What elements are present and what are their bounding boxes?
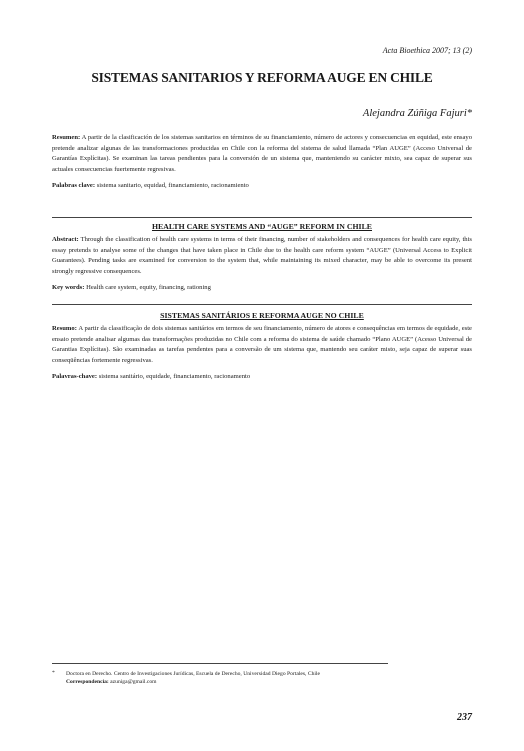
english-abstract-section (52, 222, 472, 293)
portuguese-abstract-label: Resumo: (52, 325, 77, 332)
english-section-title: HEALTH CARE SYSTEMS AND “AUGE” REFORM IN CHILE (151, 222, 372, 231)
spanish-keywords (52, 181, 472, 191)
english-abstract-label: Abstract: (52, 236, 79, 243)
spanish-keywords-text: sistema sanitario, equidad, financiamiento, racionamiento (95, 182, 249, 190)
section-divider (52, 304, 472, 305)
spanish-abstract-label: Resumen: (52, 134, 81, 141)
portuguese-abstract-text: A partir da classificação de dois sistemas sanitários em termos de seu financiamento, número de atores e consequências em termos de equidade, este ensaio pretende analisar algumas das transformações produzidas no Chile com a reforma do sistema de saúde chamado “Plano AUGE” (Acesso Universal de Garantias Explícitas). São examinadas as tarefas pendentes para a conversão de um sistema que, mantendo seu caráter misto, seja capaz de superar suas conseqüências fortemente regressivas. (52, 325, 472, 364)
footnote-email: azuniga@gmail.com (108, 679, 157, 686)
spanish-keywords-label: Palabras clave: (52, 182, 96, 190)
spanish-abstract (52, 133, 472, 175)
portuguese-abstract-section (52, 311, 472, 382)
footnote-affiliation: Doctora en Derecho. Centro de Investigaciones Jurídicas, Escuela de Derecho, Universidad Diego Portales, Chile (66, 671, 320, 677)
page-number: 237 (457, 712, 472, 723)
footnote-mark: * (52, 670, 55, 676)
paper-title: SISTEMAS SANITARIOS Y REFORMA AUGE EN CHILE (91, 70, 433, 85)
section-divider (52, 217, 472, 218)
spanish-abstract-section (52, 133, 472, 191)
portuguese-section-title: SISTEMAS SANITÁRIOS E REFORMA AUGE NO CHILE (160, 311, 364, 320)
english-keywords-text: Health care system, equity, financing, rationing (84, 284, 211, 292)
english-abstract (52, 235, 472, 277)
english-keywords-label: Key words: (52, 284, 85, 292)
portuguese-keywords-label: Palavras-chave: (52, 373, 98, 381)
portuguese-keywords (52, 372, 472, 382)
spanish-abstract-text: A partir de la clasificación de los sistemas sanitarios en términos de su financiamiento, número de actores y consecuencias en equidad, este ensayo pretende analizar algunas de las transformaciones producidas en Chile con la reforma del sistema de salud llamada “Plan AUGE” (Acceso Universal de Garantías Explícitas). Se examinan las tareas pendientes para la conversión de un sistema que, manteniendo su carácter mixto, sea capaz de superar sus actuales consecuencias fuertemente regresivas. (52, 134, 472, 173)
footnote-correspondence (52, 678, 412, 686)
footnote-correspondence-label: Correspondencia: (66, 679, 109, 686)
portuguese-abstract (52, 324, 472, 366)
portuguese-keywords-text: sistema sanitário, equidade, financiamento, racionamento (97, 373, 251, 381)
journal-citation: Acta Bioethica 2007; 13 (2) (382, 46, 472, 55)
footnote-divider (52, 663, 388, 664)
english-keywords (52, 283, 472, 293)
author-name: Alejandra Zúñiga Fajuri* (362, 108, 472, 119)
english-abstract-text: Through the classification of health care systems in terms of their financing, number of stakeholders and consequences for health care equity, this essay pretends to analyse some of the changes that have taken place in Chile due to the health care reform system “AUGE” (Universal Access to Explicit Guarantees). Pending tasks are examined for conversion to the system that, while maintaining its mixed character, may be able to overcome its present strongly regressive consequences. (52, 236, 472, 275)
author-footnote (52, 670, 412, 687)
